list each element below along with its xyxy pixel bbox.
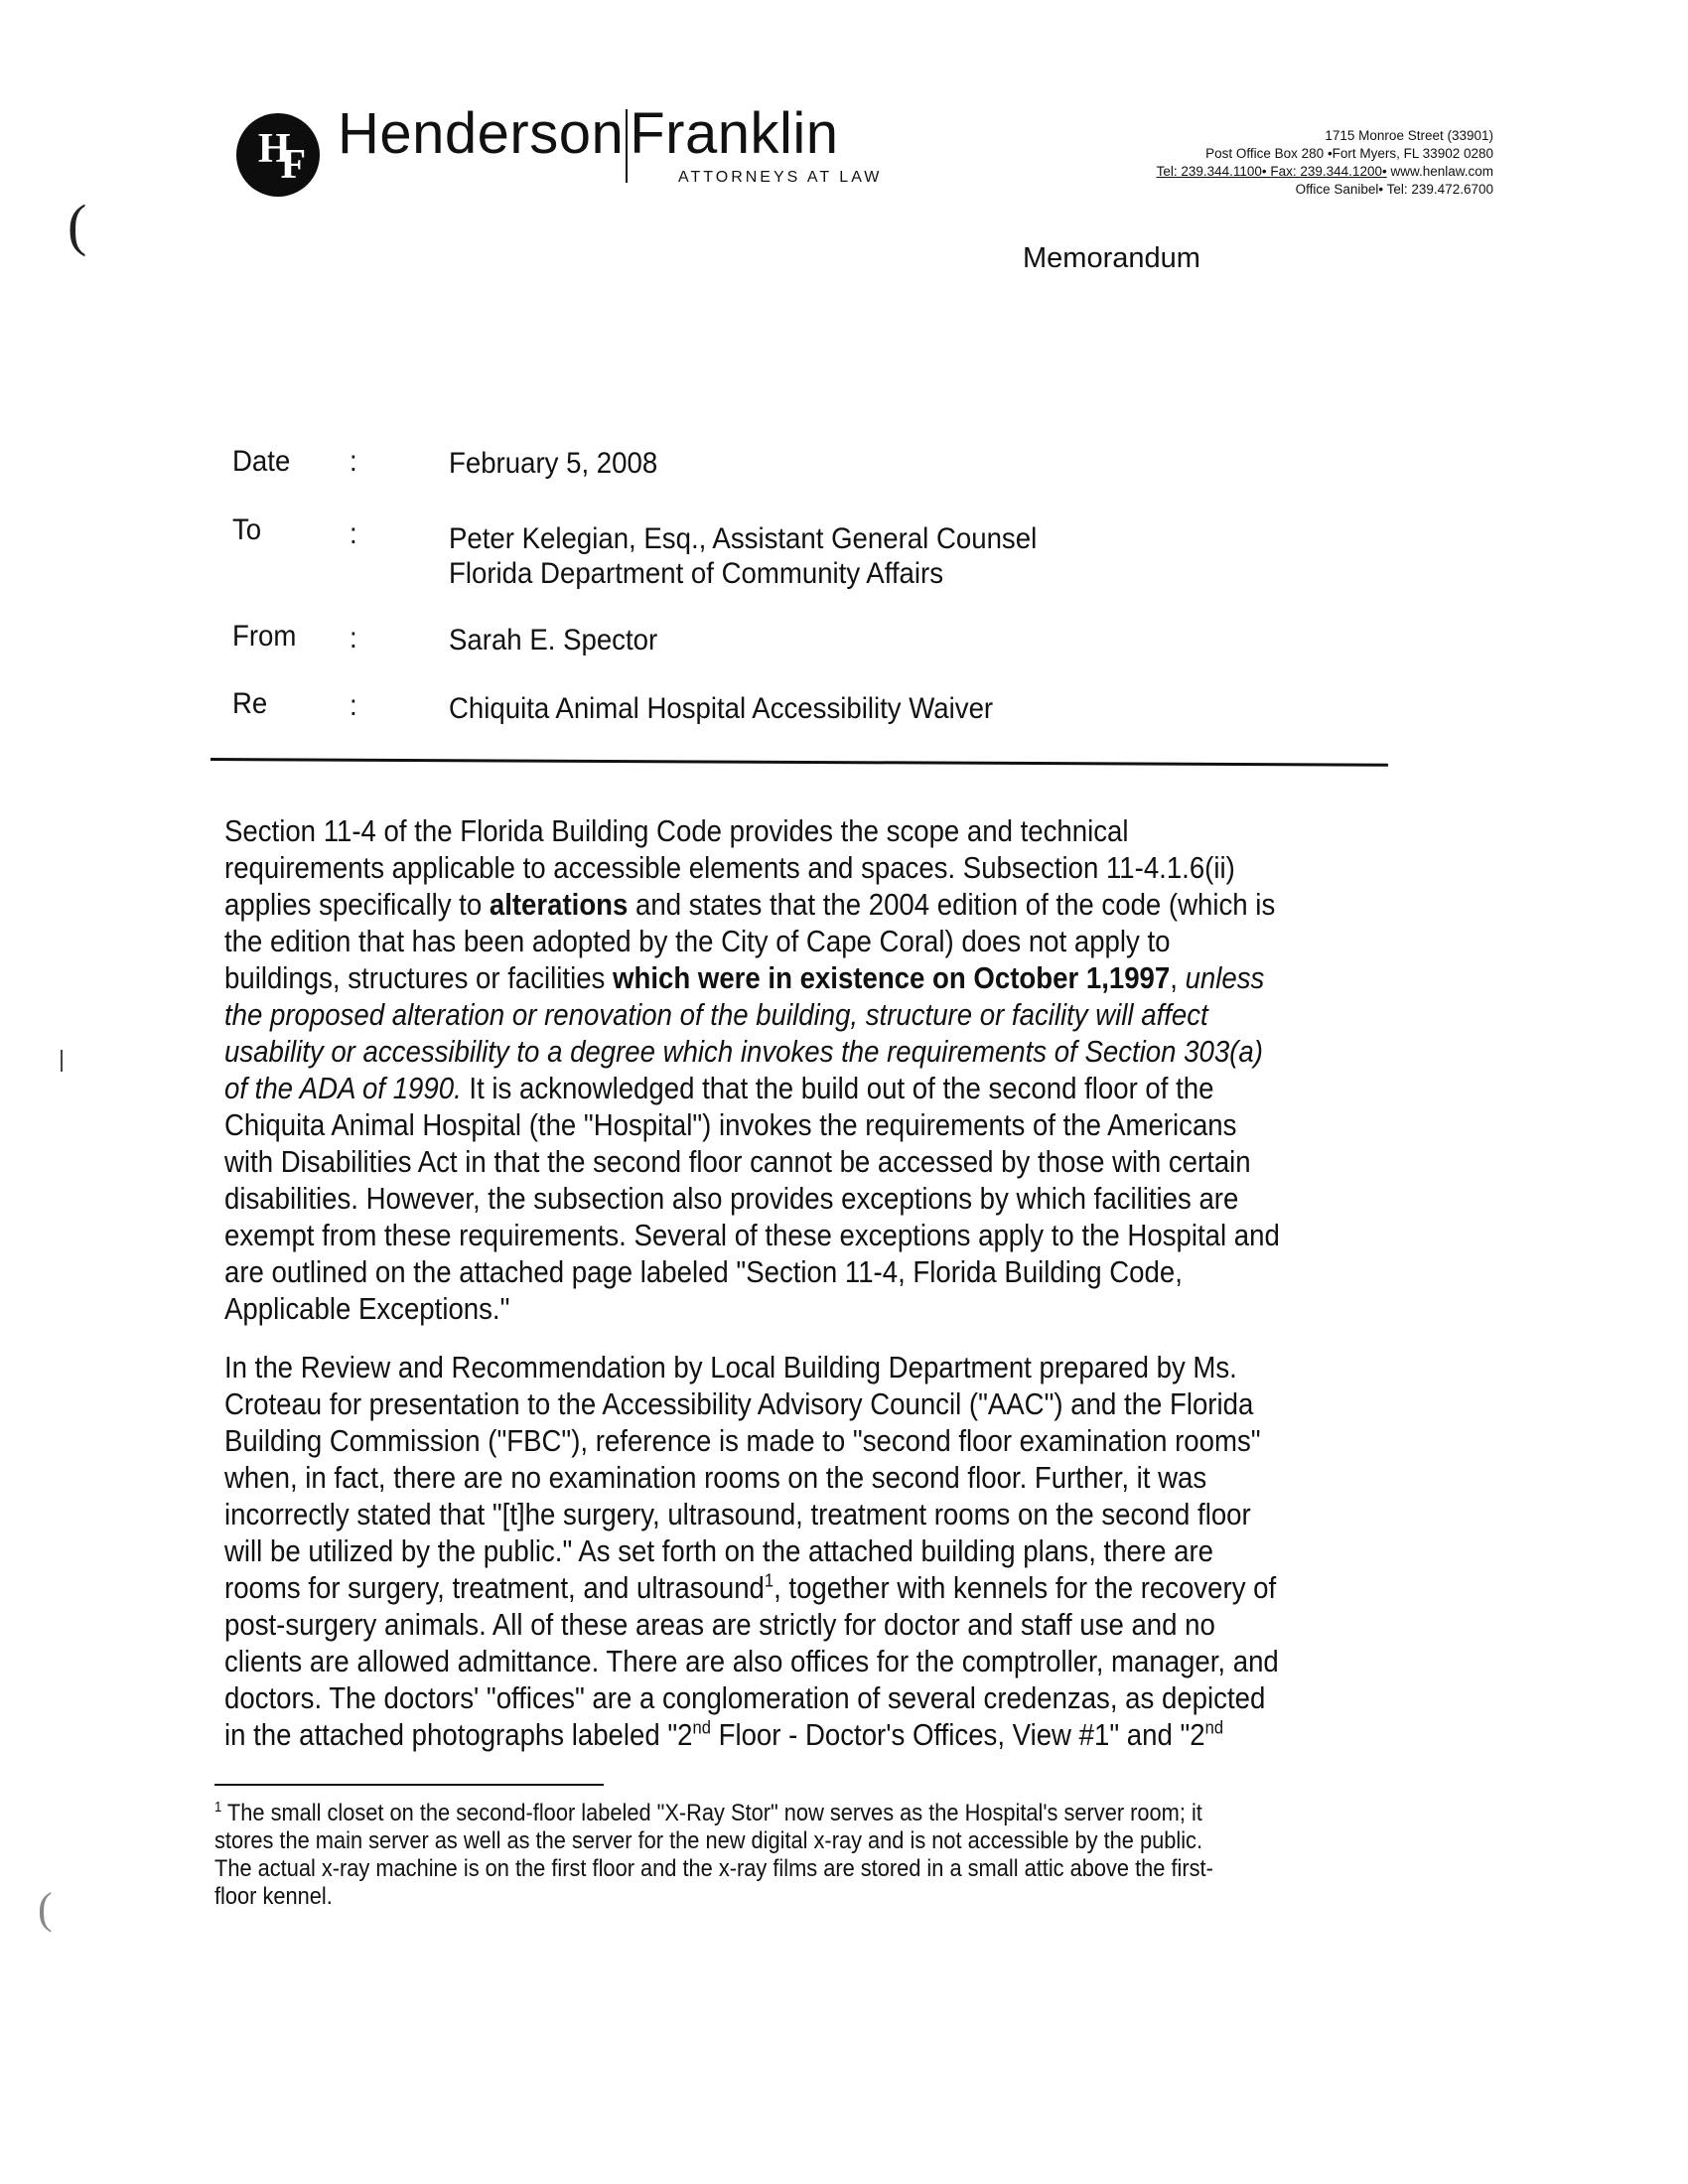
field-value-to-line2: Florida Department of Community Affairs: [449, 557, 944, 590]
firm-name-henderson: Henderson: [338, 101, 625, 166]
emphasis-alterations: alterations: [489, 887, 629, 922]
field-value-from: Sarah E. Spector: [449, 624, 658, 656]
text-run: It is acknowledged that the build out of the second floor of the: [461, 1071, 1214, 1105]
text-run: in the attached photographs labeled "2: [224, 1717, 693, 1752]
text-line: Croteau for presentation to the Accessibility Advisory Council ("AAC") and the Florida: [224, 1386, 1254, 1421]
text-line: [214, 1800, 1416, 1827]
memo-title: Memorandum: [1023, 242, 1200, 274]
body-paragraph-2: [224, 1349, 1400, 1753]
text-line: incorrectly stated that "[t]he surgery, ultrasound, treatment rooms on the second floor: [224, 1497, 1251, 1531]
field-colon: :: [350, 622, 357, 655]
footnote-marker: 1: [214, 1799, 222, 1816]
text-run: buildings, structures or facilities: [224, 960, 614, 995]
field-colon: :: [350, 689, 357, 722]
field-value-to-line1: Peter Kelegian, Esq., Assistant General Counsel: [449, 522, 1038, 555]
footnote-divider: [214, 1784, 604, 1786]
text-line: requirements applicable to accessible elements and spaces. Subsection 11-4.1.6(ii): [224, 850, 1235, 885]
text-line: In the Review and Recommendation by Local Building Department prepared by Ms.: [224, 1350, 1237, 1384]
address-line-contact: [1157, 163, 1493, 181]
text-line: will be utilized by the public." As set forth on the attached building plans, there are: [224, 1533, 1213, 1568]
margin-mark-bottom: (: [38, 1884, 53, 1933]
address-line-sanibel: Office Sanibel• Tel: 239.472.6700: [1295, 182, 1493, 197]
text-line: the edition that has been adopted by the City of Cape Coral) does not apply to: [224, 924, 1171, 958]
italic-run: unless: [1185, 960, 1265, 995]
address-line-pobox: Post Office Box 280 •Fort Myers, FL 33902 0280: [1205, 146, 1493, 161]
firm-logo-emblem: [236, 113, 320, 197]
text-line: Chiquita Animal Hospital (the "Hospital") invokes the requirements of the Americans: [224, 1107, 1237, 1142]
text-line: [224, 1716, 1400, 1753]
footnote-1: [214, 1800, 1416, 1911]
text-line: exempt from these requirements. Several of these exceptions apply to the Hospital and: [224, 1218, 1280, 1252]
margin-mark-middle: [61, 1050, 63, 1072]
text-line: The actual x-ray machine is on the first floor and the x-ray films are stored in a small attic above the first-: [214, 1855, 1213, 1882]
text-line: [224, 959, 1400, 996]
phone-fax-numbers: Tel: 239.344.1100• Fax: 239.344.1200•: [1156, 164, 1387, 179]
text-line: [224, 1033, 1400, 1070]
text-line: Applicable Exceptions.": [224, 1291, 510, 1326]
emphasis-existence-date: which were in existence on October 1,1997: [613, 960, 1171, 995]
firm-address-block: [1157, 127, 1493, 199]
margin-mark-top: (: [68, 193, 87, 257]
text-run: rooms for surgery, treatment, and ultrasound: [224, 1570, 765, 1605]
firm-name-divider: [626, 109, 628, 183]
address-line-street: 1715 Monroe Street (33901): [1325, 128, 1493, 143]
text-run: The small closet on the second-floor labeled "X-Ray Stor" now serves as the Hospital's server room; it: [221, 1800, 1202, 1826]
field-label-re: Re: [232, 687, 268, 720]
firm-tagline: ATTORNEYS AT LAW: [678, 169, 883, 186]
field-label-to: To: [232, 513, 262, 546]
text-line: Section 11-4 of the Florida Building Code provides the scope and technical: [224, 813, 1129, 848]
logo-monogram: HF: [257, 126, 299, 188]
text-line: doctors. The doctors' "offices" are a conglomeration of several credenzas, as depicted: [224, 1680, 1266, 1715]
text-line: are outlined on the attached page labeled "Section 11-4, Florida Building Code,: [224, 1254, 1183, 1289]
field-value-re: Chiquita Animal Hospital Accessibility Waiver: [449, 692, 994, 725]
text-line: when, in fact, there are no examination rooms on the second floor. Further, it was: [224, 1460, 1207, 1495]
header-divider: [211, 758, 1388, 767]
text-line: [224, 1070, 1400, 1106]
text-line: [224, 1569, 1400, 1606]
ordinal-suffix: nd: [692, 1716, 711, 1738]
text-line: disabilities. However, the subsection also provides exceptions by which facilities are: [224, 1181, 1239, 1216]
text-line: [224, 996, 1400, 1033]
firm-name-franklin: Franklin: [630, 101, 839, 166]
ordinal-suffix: nd: [1204, 1716, 1224, 1738]
field-label-from: From: [232, 620, 297, 653]
text-run: ,: [1170, 960, 1186, 995]
text-line: floor kennel.: [214, 1883, 333, 1910]
text-run: Floor - Doctor's Offices, View #1" and "2: [710, 1717, 1205, 1752]
field-colon: :: [350, 445, 357, 478]
text-line: stores the main server as well as the server for the new digital x-ray and is not accessible by the public.: [214, 1827, 1203, 1854]
field-colon: :: [350, 517, 357, 550]
footnote-reference[interactable]: 1: [764, 1569, 774, 1591]
field-value-date: February 5, 2008: [449, 447, 658, 480]
text-line: clients are allowed admittance. There are also offices for the comptroller, manager, and: [224, 1644, 1279, 1678]
italic-run: the proposed alteration or renovation of the building, structure or facility will affect: [224, 997, 1208, 1032]
text-line: Building Commission ("FBC"), reference is made to "second floor examination rooms": [224, 1423, 1261, 1458]
text-line: [224, 886, 1400, 923]
text-run: , together with kennels for the recovery of: [774, 1570, 1277, 1605]
italic-run: usability or accessibility to a degree which invokes the requirements of Section 303(a): [224, 1034, 1263, 1069]
website-link[interactable]: www.henlaw.com: [1386, 164, 1493, 179]
field-label-date: Date: [232, 445, 291, 478]
text-line: with Disabilities Act in that the second floor cannot be accessed by those with certain: [224, 1144, 1251, 1179]
text-line: post-surgery animals. All of these areas are strictly for doctor and staff use and no: [224, 1607, 1215, 1642]
body-paragraph-1: [224, 812, 1400, 1327]
text-run: and states that the 2004 edition of the code (which is: [628, 887, 1276, 922]
text-run: applies specifically to: [224, 887, 490, 922]
italic-run: of the ADA of 1990.: [224, 1071, 462, 1105]
